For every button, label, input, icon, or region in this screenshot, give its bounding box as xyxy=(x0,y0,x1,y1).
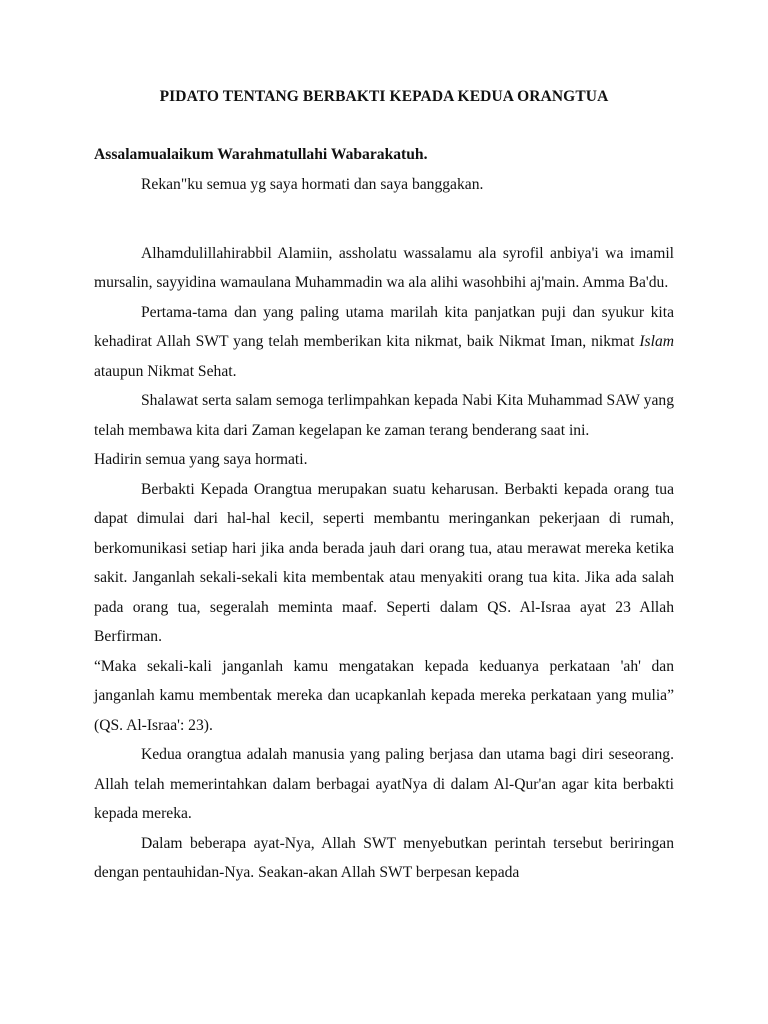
document-body xyxy=(94,140,674,888)
paragraph-devotion: Berbakti Kepada Orangtua merupakan suatu keharusan. Berbakti kepada orang tua dapat dimulai dari hal-hal kecil, seperti membantu meringankan pekerjaan di rumah, berkomunikasi setiap hari jika anda berada jauh dari orang tua, atau merawat mereka ketika sakit. Janganlah sekali-sekali kita membentak atau menyakiti orang tua kita. Jika ada salah pada orang tua, segeralah meminta maaf. Seperti dalam QS. Al-Israa ayat 23 Allah Berfirman. xyxy=(94,480,674,645)
gratitude-text-end: ataupun Nikmat Sehat. xyxy=(94,362,237,380)
paragraph-shalawat: Shalawat serta salam semoga terlimpahkan kepada Nabi Kita Muhammad SAW yang telah membawa kita dari Zaman kegelapan ke zaman terang benderang saat ini. xyxy=(94,392,674,439)
paragraph-gratitude xyxy=(94,298,674,387)
paragraph-opening-prayer: Alhamdulillahirabbil Alamiin, assholatu wassalamu ala syrofil anbiya'i wa imamil mursalin, sayyidina wamaulana Muhammadin wa ala alihi wasohbihi aj'main. Amma Ba'du. xyxy=(94,244,674,291)
document-title: PIDATO TENTANG BERBAKTI KEPADA KEDUA ORANGTUA xyxy=(159,88,609,105)
blank-line xyxy=(94,199,674,229)
paragraph-tauhid: Dalam beberapa ayat-Nya, Allah SWT menyebutkan perintah tersebut beriringan dengan pentauhidan-Nya. Seakan-akan Allah SWT berpesan kepada xyxy=(94,834,674,881)
gratitude-text-start: Pertama-tama dan yang paling utama marilah kita panjatkan puji dan syukur kita kehadirat Allah SWT yang telah memberikan kita nikmat, baik Nikmat Iman, nikmat xyxy=(94,303,674,350)
gratitude-italic-word: Islam xyxy=(639,333,674,350)
greeting-line: Assalamualaikum Warahmatullahi Wabarakatuh. xyxy=(94,146,428,163)
paragraph-audience-greeting: Hadirin semua yang saya hormati. xyxy=(94,451,308,468)
paragraph-quran-quote: “Maka sekali-kali janganlah kamu mengatakan kepada keduanya perkataan 'ah' dan janganlah kamu membentak mereka dan ucapkanlah kepada mereka perkataan yang mulia” (QS. Al-Israa': 23). xyxy=(94,657,674,734)
address-line: Rekan"ku semua yg saya hormati dan saya banggakan. xyxy=(141,175,484,193)
paragraph-parents-merit: Kedua orangtua adalah manusia yang paling berjasa dan utama bagi diri seseorang. Allah telah memerintahkan dalam berbagai ayatNya di dalam Al-Qur'an agar kita berbakti kepada mereka. xyxy=(94,746,674,822)
